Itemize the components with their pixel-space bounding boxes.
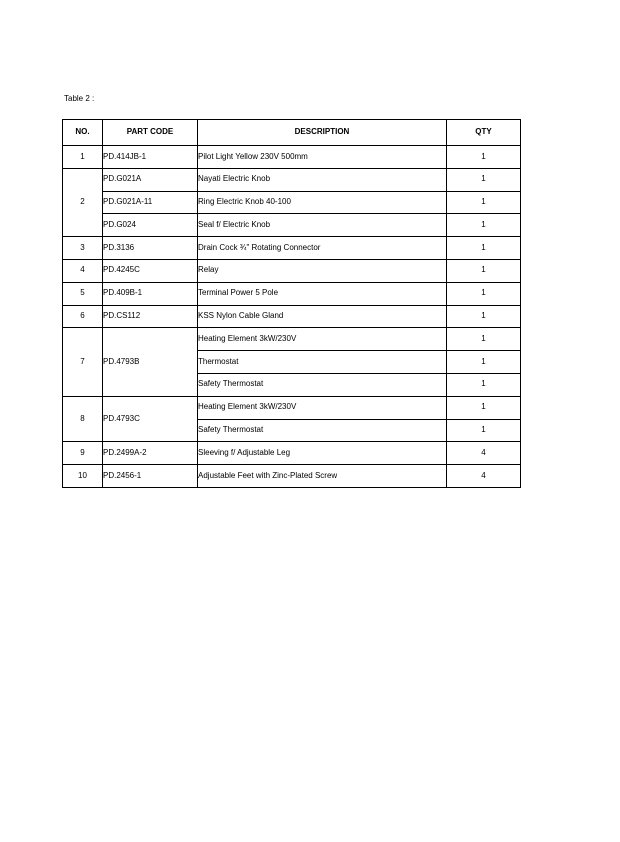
table-row: [63, 442, 521, 465]
table-row: [63, 237, 521, 260]
cell-qty: 1: [447, 259, 521, 282]
cell-description: Heating Element 3kW/230V: [198, 328, 447, 351]
cell-no: 1: [63, 146, 103, 169]
cell-part-code: PD.CS112: [103, 305, 198, 328]
cell-no: 9: [63, 442, 103, 465]
cell-description: Drain Cock ¾" Rotating Connector: [198, 237, 447, 260]
cell-description: Pilot Light Yellow 230V 500mm: [198, 146, 447, 169]
header-row: [63, 120, 521, 146]
cell-part-code: PD.G021A: [103, 168, 198, 191]
cell-part-code: PD.G024: [103, 214, 198, 237]
table-row: [63, 328, 521, 351]
cell-description: Ring Electric Knob 40-100: [198, 191, 447, 214]
cell-qty: 1: [447, 419, 521, 442]
parts-table: [62, 119, 521, 488]
cell-qty: 1: [447, 191, 521, 214]
cell-qty: 1: [447, 237, 521, 260]
table-row: [63, 396, 521, 419]
cell-qty: 1: [447, 214, 521, 237]
table-row: [63, 282, 521, 305]
column-header-no: NO.: [63, 120, 103, 146]
cell-description: Heating Element 3kW/230V: [198, 396, 447, 419]
cell-part-code: PD.414JB-1: [103, 146, 198, 169]
cell-part-code: PD.4793C: [103, 396, 198, 442]
table-row: [63, 214, 521, 237]
cell-qty: 1: [447, 396, 521, 419]
cell-description: Terminal Power 5 Pole: [198, 282, 447, 305]
cell-no: 10: [63, 465, 103, 488]
cell-qty: 1: [447, 282, 521, 305]
cell-part-code: PD.4793B: [103, 328, 198, 396]
cell-part-code: PD.2499A-2: [103, 442, 198, 465]
cell-qty: 1: [447, 328, 521, 351]
table-caption: Table 2 :: [64, 94, 95, 103]
cell-part-code: PD.4245C: [103, 259, 198, 282]
cell-qty: 1: [447, 373, 521, 396]
cell-part-code: PD.G021A-11: [103, 191, 198, 214]
table-row: [63, 168, 521, 191]
cell-description: Adjustable Feet with Zinc-Plated Screw: [198, 465, 447, 488]
cell-description: Thermostat: [198, 351, 447, 374]
column-header-description: DESCRIPTION: [198, 120, 447, 146]
cell-description: Safety Thermostat: [198, 419, 447, 442]
cell-description: Safety Thermostat: [198, 373, 447, 396]
cell-qty: 1: [447, 351, 521, 374]
cell-no: 3: [63, 237, 103, 260]
cell-no: 7: [63, 328, 103, 396]
cell-no: 2: [63, 168, 103, 236]
cell-qty: 4: [447, 465, 521, 488]
cell-part-code: PD.3136: [103, 237, 198, 260]
column-header-part-code: PART CODE: [103, 120, 198, 146]
cell-description: Sleeving f/ Adjustable Leg: [198, 442, 447, 465]
cell-no: 6: [63, 305, 103, 328]
cell-no: 8: [63, 396, 103, 442]
cell-qty: 4: [447, 442, 521, 465]
cell-part-code: PD.409B-1: [103, 282, 198, 305]
cell-part-code: PD.2456-1: [103, 465, 198, 488]
table-row: [63, 146, 521, 169]
cell-description: Seal f/ Electric Knob: [198, 214, 447, 237]
cell-description: Relay: [198, 259, 447, 282]
table-row: [63, 259, 521, 282]
cell-description: Nayati Electric Knob: [198, 168, 447, 191]
cell-no: 5: [63, 282, 103, 305]
cell-no: 4: [63, 259, 103, 282]
cell-qty: 1: [447, 168, 521, 191]
column-header-qty: QTY: [447, 120, 521, 146]
table-row: [63, 465, 521, 488]
table-row: [63, 305, 521, 328]
cell-description: KSS Nylon Cable Gland: [198, 305, 447, 328]
cell-qty: 1: [447, 305, 521, 328]
table-row: [63, 191, 521, 214]
cell-qty: 1: [447, 146, 521, 169]
